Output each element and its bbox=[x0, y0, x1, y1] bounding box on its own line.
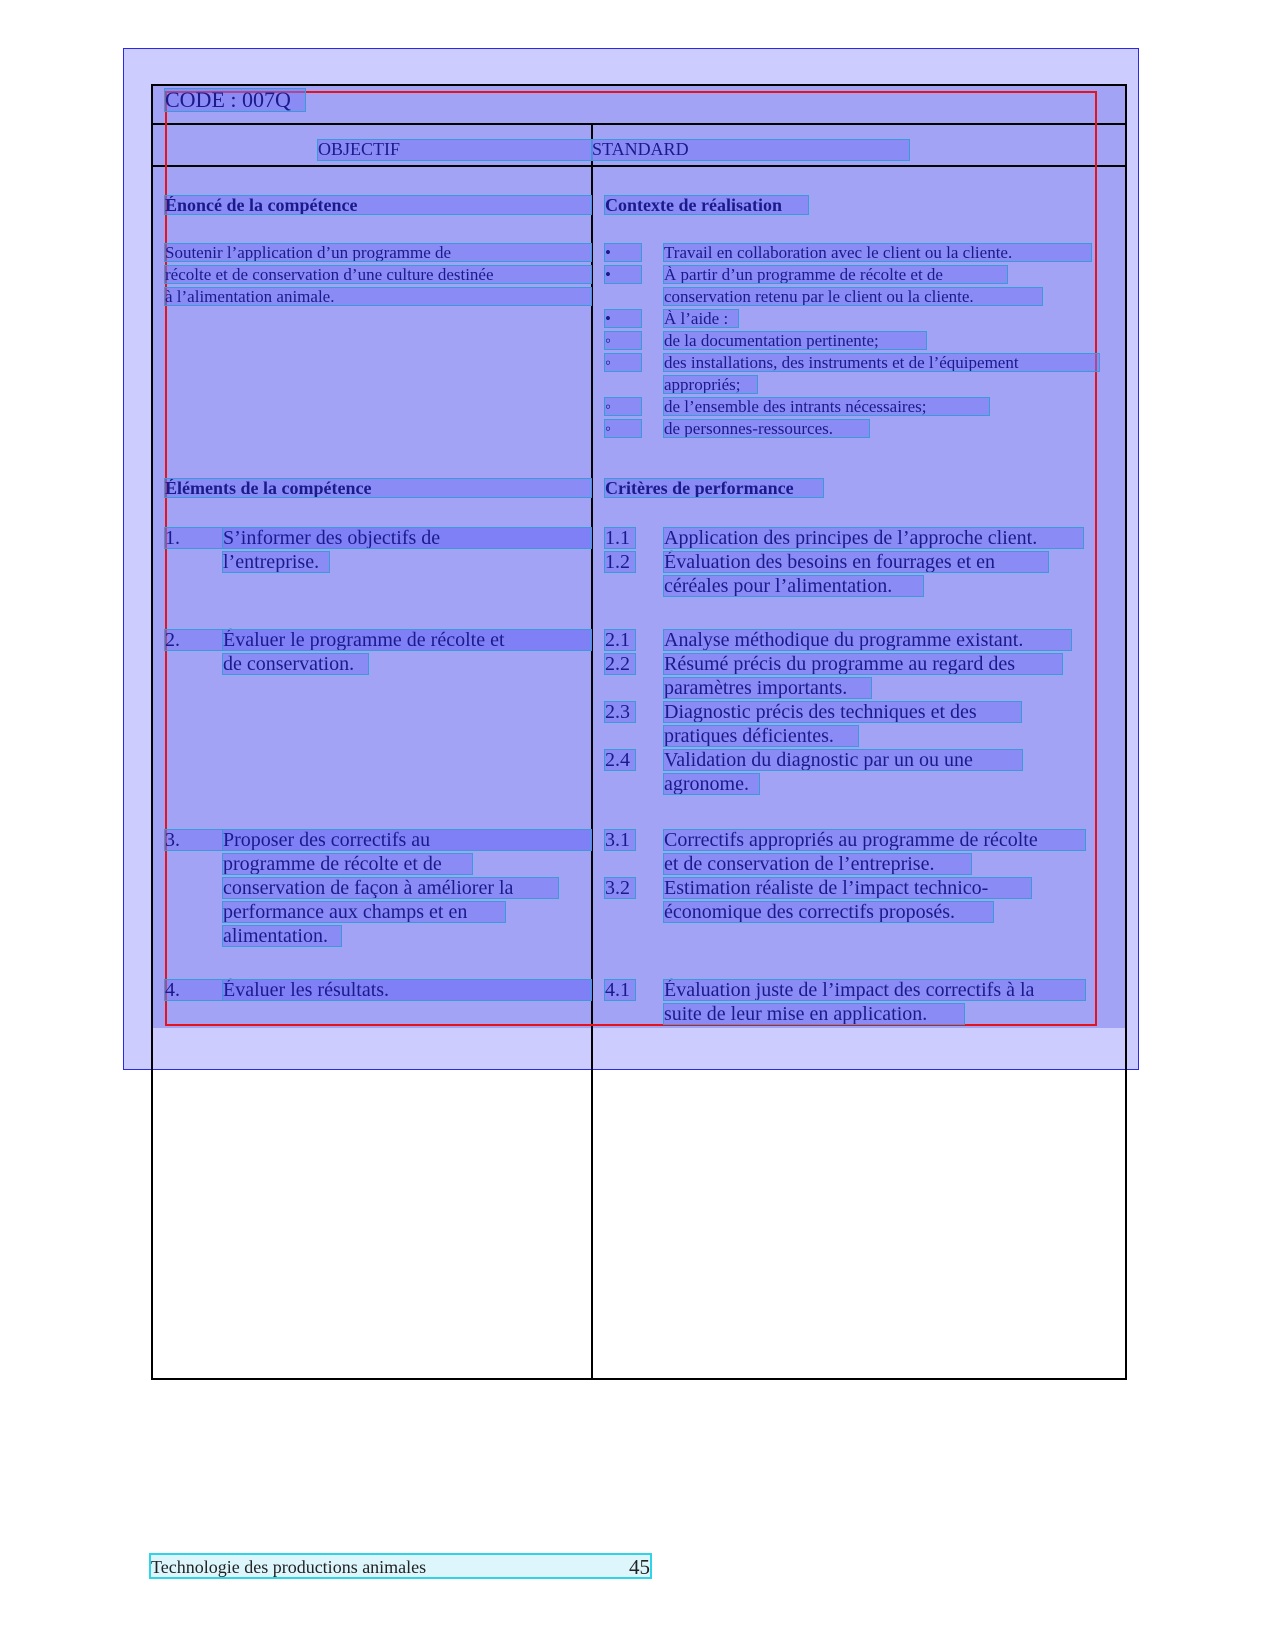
element-number: 3. bbox=[165, 830, 591, 850]
contexte-line: des installations, des instruments et de l’équipement bbox=[664, 354, 1099, 371]
critere-number: 2.3 bbox=[605, 702, 635, 722]
element-number: 1. bbox=[165, 528, 591, 548]
critere-line: Application des principes de l’approche client. bbox=[664, 528, 1083, 548]
critere-line: céréales pour l’alimentation. bbox=[664, 576, 923, 596]
critere-number: 2.1 bbox=[605, 630, 635, 650]
contexte-bullet: ◦ bbox=[605, 420, 641, 437]
critere-number: 1.2 bbox=[605, 552, 635, 572]
critere-line: économique des correctifs proposés. bbox=[664, 902, 993, 922]
critere-number: 4.1 bbox=[605, 980, 635, 1000]
critere-line: Validation du diagnostic par un ou une bbox=[664, 750, 1022, 770]
element-line: conservation de façon à améliorer la bbox=[223, 878, 558, 898]
elements-title: Éléments de la compétence bbox=[165, 479, 591, 497]
critere-line: Estimation réaliste de l’impact technico- bbox=[664, 878, 1031, 898]
critere-line: Diagnostic précis des techniques et des bbox=[664, 702, 1021, 722]
element-line: S’informer des objectifs de bbox=[223, 528, 591, 548]
enonce-title: Énoncé de la compétence bbox=[165, 196, 591, 214]
contexte-line: de la documentation pertinente; bbox=[664, 332, 926, 349]
element-line: de conservation. bbox=[223, 654, 368, 674]
contexte-bullet: • bbox=[605, 310, 641, 327]
contexte-bullet: ◦ bbox=[605, 332, 641, 349]
page-number: 45 bbox=[629, 1555, 650, 1579]
contexte-line: appropriés; bbox=[664, 376, 757, 393]
critere-line: Correctifs appropriés au programme de récolte bbox=[664, 830, 1085, 850]
footer-title: Technologie des productions animales bbox=[151, 1557, 427, 1577]
header-standard: STANDARD bbox=[592, 140, 909, 160]
contexte-title: Contexte de réalisation bbox=[605, 196, 808, 214]
header-objectif: OBJECTIF bbox=[318, 140, 592, 160]
critere-number: 2.2 bbox=[605, 654, 635, 674]
critere-line: agronome. bbox=[664, 774, 759, 794]
enonce-line: Soutenir l’application d’un programme de bbox=[165, 244, 591, 261]
enonce-line: à l’alimentation animale. bbox=[165, 288, 591, 305]
critere-number: 1.1 bbox=[605, 528, 635, 548]
enonce-line: récolte et de conservation d’une culture destinée bbox=[165, 266, 591, 283]
critere-number: 2.4 bbox=[605, 750, 635, 770]
contexte-line: À partir d’un programme de récolte et de bbox=[664, 266, 1007, 283]
contexte-bullet: ◦ bbox=[605, 398, 641, 415]
critere-number: 3.2 bbox=[605, 878, 635, 898]
critere-line: Évaluation des besoins en fourrages et en bbox=[664, 552, 1048, 572]
contexte-line: conservation retenu par le client ou la cliente. bbox=[664, 288, 1042, 305]
code-label: CODE : 007Q bbox=[165, 89, 305, 111]
critere-line: Résumé précis du programme au regard des bbox=[664, 654, 1062, 674]
contexte-bullet: • bbox=[605, 244, 641, 261]
contexte-line: À l’aide : bbox=[664, 310, 738, 327]
critere-line: et de conservation de l’entreprise. bbox=[664, 854, 971, 874]
element-line: Évaluer les résultats. bbox=[223, 980, 591, 1000]
critere-line: suite de leur mise en application. bbox=[664, 1004, 964, 1024]
element-line: programme de récolte et de bbox=[223, 854, 472, 874]
element-line: alimentation. bbox=[223, 926, 341, 946]
element-line: Évaluer le programme de récolte et bbox=[223, 630, 591, 650]
contexte-bullet: ◦ bbox=[605, 354, 641, 371]
element-number: 4. bbox=[165, 980, 591, 1000]
page-footer bbox=[151, 1555, 650, 1577]
contexte-line: de l’ensemble des intrants nécessaires; bbox=[664, 398, 989, 415]
criteres-title: Critères de performance bbox=[605, 479, 823, 497]
element-line: Proposer des correctifs au bbox=[223, 830, 591, 850]
critere-line: pratiques déficientes. bbox=[664, 726, 858, 746]
element-line: l’entreprise. bbox=[223, 552, 329, 572]
element-number: 2. bbox=[165, 630, 591, 650]
contexte-line: de personnes-ressources. bbox=[664, 420, 869, 437]
critere-number: 3.1 bbox=[605, 830, 635, 850]
contexte-bullet: • bbox=[605, 266, 641, 283]
contexte-line: Travail en collaboration avec le client ou la cliente. bbox=[664, 244, 1091, 261]
critere-line: paramètres importants. bbox=[664, 678, 871, 698]
element-line: performance aux champs et en bbox=[223, 902, 505, 922]
critere-line: Analyse méthodique du programme existant. bbox=[664, 630, 1071, 650]
critere-line: Évaluation juste de l’impact des correctifs à la bbox=[664, 980, 1085, 1000]
